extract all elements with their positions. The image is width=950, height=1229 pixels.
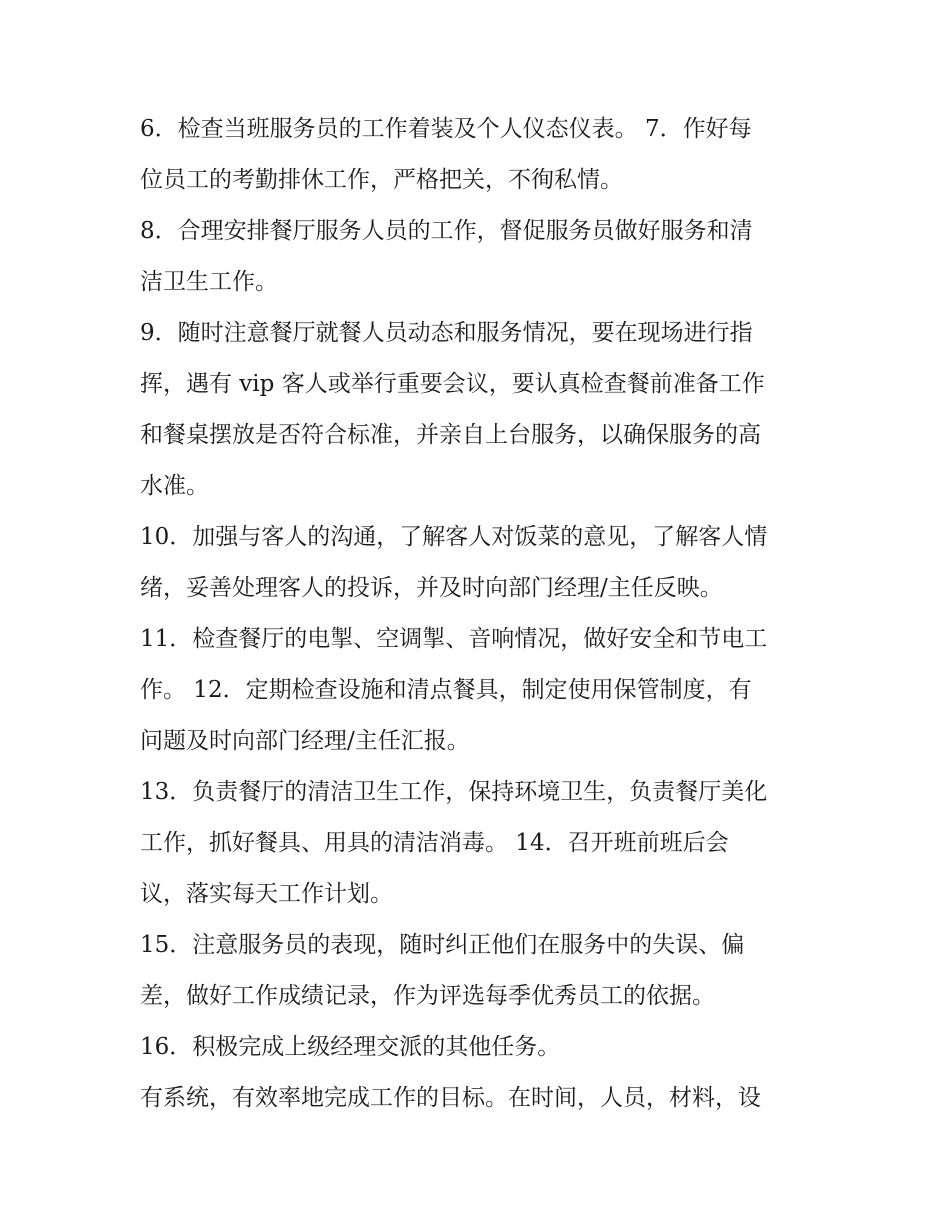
text-line: 挥，遇有 vip 客人或举行重要会议，要认真检查餐前准备工作 bbox=[140, 371, 765, 397]
text-line: 10．加强与客人的沟通，了解客人对饭菜的意见，了解客人情 bbox=[140, 524, 768, 550]
text-line: 9．随时注意餐厅就餐人员动态和服务情况，要在现场进行指 bbox=[140, 320, 753, 346]
text-line: 位员工的考勤排休工作，严格把关，不徇私情。 bbox=[140, 167, 623, 193]
text-line: 作。 12．定期检查设施和清点餐具，制定使用保管制度，有 bbox=[140, 677, 752, 703]
text-line: 6．检查当班服务员的工作着装及个人仪态仪表。 7．作好每 bbox=[140, 116, 752, 142]
text-line: 议，落实每天工作计划。 bbox=[140, 881, 393, 907]
text-line: 和餐桌摆放是否符合标准，并亲自上台服务，以确保服务的高 bbox=[140, 422, 761, 448]
document-body bbox=[140, 104, 820, 1124]
text-line: 16．积极完成上级经理交派的其他任务。 bbox=[140, 1034, 561, 1060]
text-line: 问题及时向部门经理/主任汇报。 bbox=[140, 728, 470, 754]
text-line: 8．合理安排餐厅服务人员的工作，督促服务员做好服务和清 bbox=[140, 218, 753, 244]
text-line: 15．注意服务员的表现，随时纠正他们在服务中的失误、偏 bbox=[140, 932, 745, 958]
text-line: 洁卫生工作。 bbox=[140, 269, 278, 295]
text-line: 水准。 bbox=[140, 473, 209, 499]
text-line: 13．负责餐厅的清洁卫生工作，保持环境卫生，负责餐厅美化 bbox=[140, 779, 768, 805]
text-line: 有系统，有效率地完成工作的目标。在时间，人员，材料，设 bbox=[140, 1085, 761, 1111]
text-line: 绪，妥善处理客人的投诉，并及时向部门经理/主任反映。 bbox=[140, 575, 723, 601]
text-line: 工作，抓好餐具、用具的清洁消毒。 14．召开班前班后会 bbox=[140, 830, 729, 856]
text-line: 11．检查餐厅的电掣、空调掣、音响情况，做好安全和节电工 bbox=[140, 626, 768, 652]
text-line: 差，做好工作成绩记录，作为评选每季优秀员工的依据。 bbox=[140, 983, 715, 1009]
